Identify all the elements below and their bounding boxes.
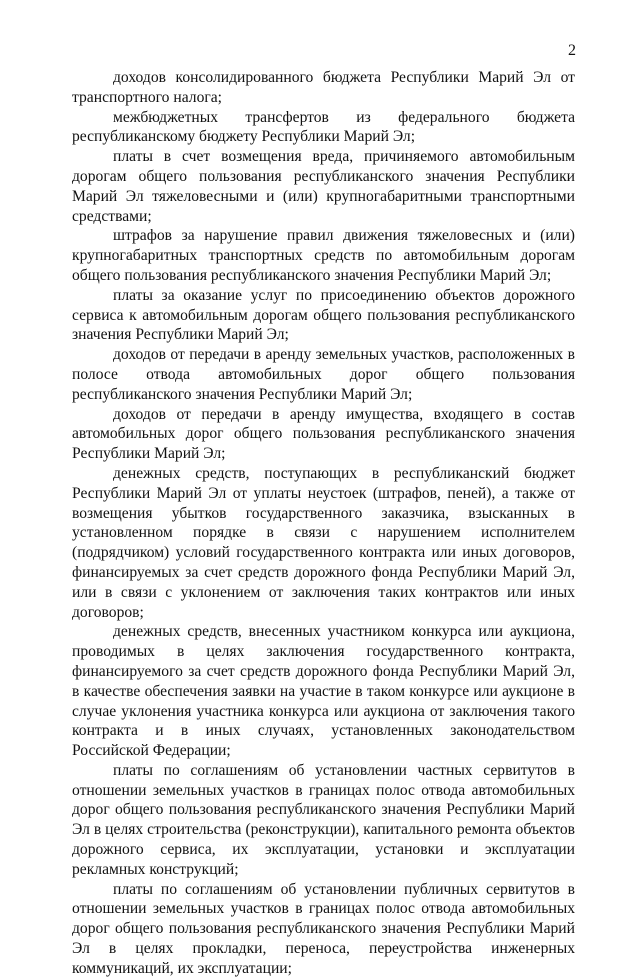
paragraph-tender-deposits: денежных средств, внесенных участником конкурса или аукциона, проводимых в целях заключения государственного контракта, финансируемого за счет средств дорожного фонда Республики Марий Эл, в качестве обеспечения заявки на участие в таком конкурсе или аукционе в случае уклонения участника конкурса или аукциона от заключения такого контракта и в иных случаях, установленных законодательством Российской Федерации; [72, 623, 575, 760]
paragraph-transport-tax: доходов консолидированного бюджета Республики Марий Эл от транспортного налога; [72, 69, 575, 106]
paragraph-damage-compensation: платы в счет возмещения вреда, причиняемого автомобильным дорогам общего пользования республиканского значения Республики Марий Эл тяжеловесными и (или) крупногабаритными транспортными средствами; [72, 148, 575, 225]
paragraph-public-servitudes: платы по соглашениям об установлении публичных сервитутов в отношении земельных участков в границах полос отвода автомобильных дорог общего пользования республиканского значения Республики Марий Эл в целях прокладки, переноса, переустройства инженерных коммуникаций, их эксплуатации; [72, 880, 575, 977]
paragraph-private-servitudes: платы по соглашениям об установлении частных сервитутов в отношении земельных участков в границах полос отвода автомобильных дорог общего пользования республиканского значения Республики Марий Эл в целях строительства (реконструкции), капитального ремонта объектов дорожного сервиса, их эксплуатации, установки и эксплуатации рекламных конструкций; [72, 761, 575, 878]
document-body [72, 68, 575, 979]
paragraph-interbudget-transfers: межбюджетных трансфертов из федерального бюджета республиканскому бюджету Республики Марий Эл; [72, 108, 575, 146]
paragraph-land-lease: доходов от передачи в аренду земельных участков, расположенных в полосе отвода автомобильных дорог общего пользования республиканского значения Республики Марий Эл; [72, 346, 575, 403]
paragraph-traffic-fines: штрафов за нарушение правил движения тяжеловесных и (или) крупногабаритных транспортных средств по автомобильным дорогам общего пользования республиканского значения Республики Марий Эл; [72, 227, 575, 284]
paragraph-penalties: денежных средств, поступающих в республиканский бюджет Республики Марий Эл от уплаты неустоек (штрафов, пеней), а также от возмещения убытков государственного заказчика, взысканных в установленном порядке в связи с нарушением исполнителем (подрядчиком) условий государственного контракта или иных договоров, финансируемых за счет средств дорожного фонда Республики Марий Эл, или в связи с уклонением от заключения таких контрактов или иных договоров; [72, 464, 575, 621]
paragraph-connection-services: платы за оказание услуг по присоединению объектов дорожного сервиса к автомобильным дорогам общего пользования республиканского значения Республики Марий Эл; [72, 286, 575, 344]
page-number: 2 [568, 42, 576, 59]
paragraph-property-lease: доходов от передачи в аренду имущества, входящего в состав автомобильных дорог общего пользования республиканского значения Республики Марий Эл; [72, 405, 575, 463]
